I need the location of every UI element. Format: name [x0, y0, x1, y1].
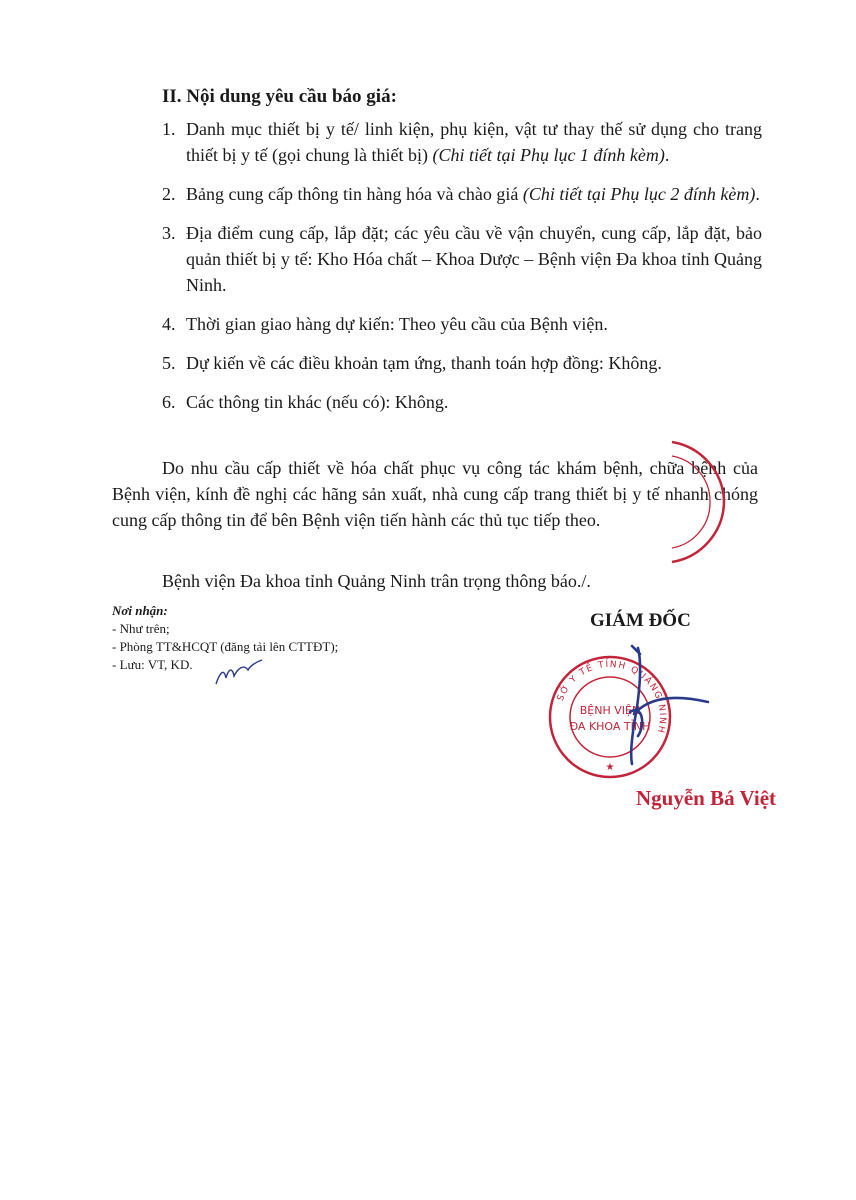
director-title: GIÁM ĐỐC: [590, 610, 691, 631]
item-text: Bảng cung cấp thông tin hàng hóa và chào giá: [186, 184, 523, 204]
item-text: Danh mục thiết bị y tế/ linh kiện, phụ kiện, vật tư thay thế sử dụng cho trang thiết bị y tế (gọi chung là thiết bị): [186, 119, 762, 165]
requirements-list: [162, 116, 762, 428]
recipients-heading: Nơi nhận:: [112, 603, 168, 618]
recipient-line: - Như trên;: [112, 621, 170, 636]
item-italic: (Chi tiết tại Phụ lục 2 đính kèm): [522, 184, 756, 204]
list-item: [162, 389, 762, 415]
item-tail: .: [755, 184, 760, 204]
star-icon: ★: [605, 762, 615, 773]
stamp-ring-text: SỞ Y TẾ TỈNH QUẢNG NINH: [555, 659, 668, 735]
closing-paragraph: Bệnh viện Đa khoa tỉnh Quảng Ninh trân trọng thông báo./.: [162, 571, 591, 591]
list-item: [162, 311, 762, 337]
item-text: Thời gian giao hàng dự kiến: Theo yêu cầu của Bệnh viện.: [186, 314, 608, 334]
recipient-line: - Lưu: VT, KD.: [112, 657, 193, 672]
list-item: [162, 116, 762, 168]
item-number: 5.: [162, 353, 176, 373]
signer-name: Nguyễn Bá Việt: [636, 786, 777, 810]
initials-mark: [214, 658, 264, 688]
recipient-line: - Phòng TT&HCQT (đăng tải lên CTTĐT);: [112, 639, 339, 654]
section-title: II. Nội dung yêu cầu báo giá:: [162, 86, 397, 107]
item-text: Địa điểm cung cấp, lắp đặt; các yêu cầu về vận chuyển, cung cấp, lắp đặt, bảo quản thiết bị y tế: Kho Hóa chất – Khoa Dược – Bệnh viện Đa khoa tỉnh Quảng Ninh.: [186, 223, 762, 295]
list-item: [162, 181, 762, 207]
item-number: 1.: [162, 119, 176, 139]
item-italic: (Chi tiết tại Phụ lục 1 đính kèm): [432, 145, 665, 165]
item-tail: .: [664, 145, 670, 165]
item-number: 6.: [162, 392, 176, 412]
stamp-line-2: ĐA KHOA TỈNH: [569, 720, 651, 733]
list-item: [162, 220, 762, 298]
list-item: [162, 350, 762, 376]
item-text: Dự kiến về các điều khoản tạm ứng, thanh toán hợp đồng: Không.: [186, 353, 662, 373]
item-number: 4.: [162, 314, 176, 334]
request-paragraph: Do nhu cầu cấp thiết về hóa chất phục vụ công tác khám bệnh, chữa bệnh của Bệnh viện, kính đề nghị các hãng sản xuất, nhà cung cấp trang thiết bị y tế nhanh chóng cung cấp thông tin để bên Bệnh viện tiến hành các thủ tục tiếp theo.: [112, 458, 758, 530]
signature: [612, 644, 722, 774]
item-text: Các thông tin khác (nếu có): Không.: [186, 392, 449, 412]
stamp-line-1: BỆNH VIỆN: [579, 704, 641, 717]
item-number: 2.: [162, 184, 176, 204]
page-seal-fragment: [664, 438, 734, 568]
item-number: 3.: [162, 223, 176, 243]
